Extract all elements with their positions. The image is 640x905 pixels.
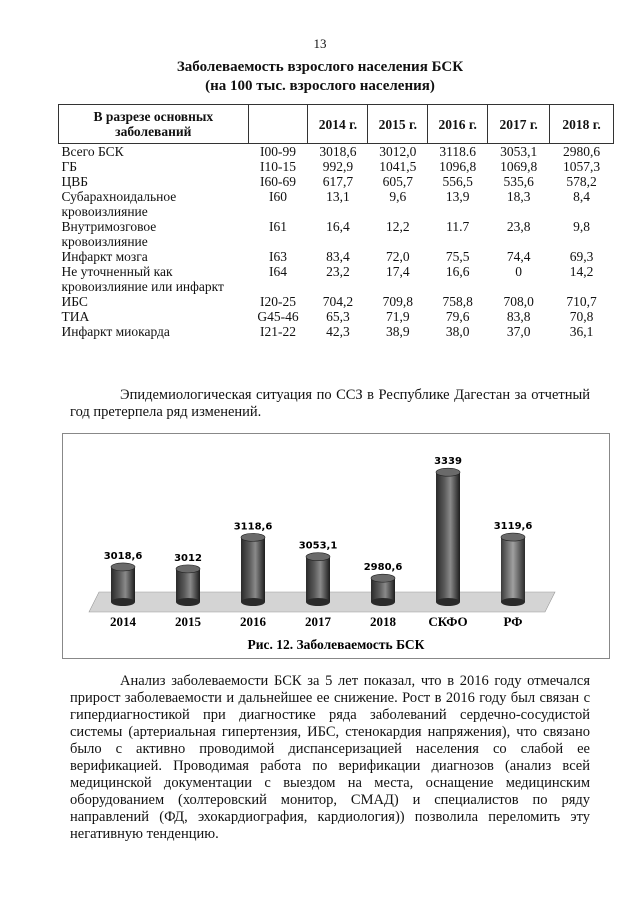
x-tick-label: 2017 [305,614,331,629]
table-row [59,159,614,174]
header-disease: В разрезе основных заболеваний [59,105,249,144]
data-label: 3018,6 [103,550,143,562]
bar-top [436,468,460,476]
bar-base [111,598,135,606]
chart-bar-1 [176,565,200,606]
value-cell: 1041,5 [379,159,417,174]
page-number: 13 [313,36,327,51]
value-cell: 16,4 [326,219,350,234]
value-cell: 23,2 [326,264,350,279]
value-cell: 1069,8 [500,159,538,174]
value-cell: 17,4 [386,264,410,279]
data-label: 3119,6 [493,521,533,533]
icd-code-cell: I10-15 [260,159,297,174]
x-tick-label: 2014 [110,614,136,629]
table-row [59,249,614,264]
bar-base [176,598,200,606]
value-cell: 3118.6 [439,144,477,159]
disease-name-cell: Инфаркт миокарда [61,324,170,339]
chart-bar-5 [436,468,460,606]
value-cell: 70,8 [569,309,594,324]
value-cell: 8,4 [573,189,590,204]
value-cell: 704,2 [322,294,354,309]
value-cell: 13,9 [445,189,470,204]
value-cell: 71,9 [386,309,410,324]
value-cell: 758,8 [442,294,473,309]
value-cell: 83,8 [506,309,531,324]
header-2015: 2015 г. [368,105,428,144]
header-2018: 2018 г. [550,105,614,144]
value-cell: 75,5 [445,249,470,264]
value-cell: 1096,8 [439,159,477,174]
bar-top [501,533,525,541]
value-cell: 42,3 [326,324,350,339]
value-cell: 11.7 [446,219,470,234]
value-cell: 2980,6 [562,144,601,159]
header-2017: 2017 г. [488,105,550,144]
chart-bar-4 [371,574,395,606]
bar-base [241,598,265,606]
chart-caption: Рис. 12. Заболеваемость БСК [247,637,425,652]
icd-code-cell: I60-69 [260,174,297,189]
table-row [59,309,614,324]
bar-base [501,598,525,606]
bar-base [436,598,460,606]
x-tick-label: СКФО [428,614,468,629]
title-line-2: (на 100 тыс. взрослого населения) [205,78,435,94]
icd-code-cell: I00-99 [260,144,297,159]
value-cell: 9,6 [389,189,407,204]
table-title [0,58,640,96]
table-header-row [59,105,614,144]
bar-base [306,598,330,606]
icd-code-cell: I61 [269,219,288,234]
value-cell: 535,6 [503,174,534,189]
disease-name-cell: Не уточненный как кровоизлияние или инфаркт [61,264,224,294]
value-cell: 16,6 [445,264,470,279]
disease-name-cell: Всего БСК [61,144,124,159]
value-cell: 9,8 [573,219,590,234]
value-cell: 578,2 [566,174,597,189]
bar-body [436,472,460,602]
value-cell: 14,2 [569,264,594,279]
value-cell: 83,4 [326,249,350,264]
disease-name-cell: ЦВБ [61,174,89,189]
data-label: 3053,1 [298,540,338,552]
value-cell: 36,1 [569,324,594,339]
table-row [59,144,614,160]
bar-body [306,557,330,602]
value-cell: 992,9 [322,159,354,174]
value-cell: 37,0 [506,324,531,339]
disease-name-cell: ИБС [61,294,88,309]
x-tick-label: 2015 [175,614,201,629]
disease-name-cell: ГБ [61,159,78,174]
value-cell: 23,8 [506,219,531,234]
disease-name-cell: Субарахноидальное кровоизлияние [61,189,177,219]
bar-top [111,563,135,571]
value-cell: 38,0 [445,324,470,339]
data-label: 3118,6 [233,521,273,533]
icd-code-cell: I21-22 [260,324,297,339]
icd-code-cell: I60 [269,189,288,204]
bar-body [111,567,135,602]
value-cell: 0 [515,264,522,279]
value-cell: 74,4 [506,249,531,264]
value-cell: 617,7 [322,174,354,189]
chart-bar-3 [306,553,330,606]
title-line-1: Заболеваемость взрослого населения БСК [176,59,464,75]
value-cell: 708,0 [503,294,534,309]
table-row [59,189,614,219]
x-tick-label: РФ [503,614,523,629]
value-cell: 709,8 [382,294,414,309]
bar-top [241,533,265,541]
x-tick-label: 2016 [240,614,266,629]
disease-name-cell: Внутримозговое кровоизлияние [61,219,157,249]
bar-body [176,569,200,602]
table-row [59,294,614,309]
value-cell: 13,1 [326,189,350,204]
value-cell: 3053,1 [500,144,538,159]
header-code [248,105,308,144]
header-2014: 2014 г. [308,105,368,144]
header-2016: 2016 г. [428,105,488,144]
data-label: 3339 [434,456,462,468]
disease-name-cell: ТИА [61,309,90,324]
table-row [59,264,614,294]
bar-chart [62,433,610,659]
value-cell: 18,3 [506,189,531,204]
chart-bar-2 [241,533,265,606]
table-row [59,219,614,249]
chart-bar-6 [501,533,525,606]
table-row [59,324,614,339]
chart-bar-0 [111,563,135,606]
value-cell: 65,3 [326,309,350,324]
value-cell: 69,3 [569,249,594,264]
disease-name-cell: Инфаркт мозга [61,249,148,264]
value-cell: 3012,0 [379,144,417,159]
icd-code-cell: I63 [269,249,288,264]
value-cell: 72,0 [386,249,410,264]
value-cell: 3018,6 [319,144,357,159]
bar-top [371,574,395,582]
icd-code-cell: I20-25 [260,294,297,309]
bar-top [176,565,200,573]
bar-body [241,537,265,602]
paragraph-epidemiology: Эпидемиологическая ситуация по ССЗ в Республике Дагестан за отчетный год претерпела ряд изменений. [70,387,590,420]
morbidity-table [58,104,614,339]
value-cell: 12,2 [386,219,410,234]
data-label: 2980,6 [363,562,403,574]
icd-code-cell: G45-46 [257,309,299,324]
data-label: 3012 [174,552,202,564]
value-cell: 556,5 [442,174,473,189]
icd-code-cell: I64 [269,264,288,279]
value-cell: 1057,3 [562,159,601,174]
value-cell: 79,6 [445,309,470,324]
value-cell: 605,7 [382,174,414,189]
bar-base [371,598,395,606]
table-row [59,174,614,189]
chart-svg [63,434,609,658]
bar-top [306,553,330,561]
x-tick-label: 2018 [370,614,396,629]
value-cell: 710,7 [566,294,597,309]
paragraph-analysis: Анализ заболеваемости БСК за 5 лет показал, что в 2016 году отмечался прирост заболеваемости и дальнейшее ее снижение. Рост в 2016 году был связан с гипердиагностикой при диагностике ряда заболеваний сердечно-сосудистой системы (артериальная гипертензия, ИБС, стенокардия напряжения), что связано было с активно проводимой диспансеризацией населения со слабой ее верификацией. Проводимая работа по верификации диагнозов (анализ всей медицинской документации с выездом на места, оснащение медицинским оборудованием (холтеровский монитор, СМАД) и специалистов по ряду направлений (ФД, эхокардиография, кардиология)) позволила переломить эту негативную тенденцию. [70,673,590,842]
value-cell: 38,9 [386,324,410,339]
bar-body [501,537,525,602]
